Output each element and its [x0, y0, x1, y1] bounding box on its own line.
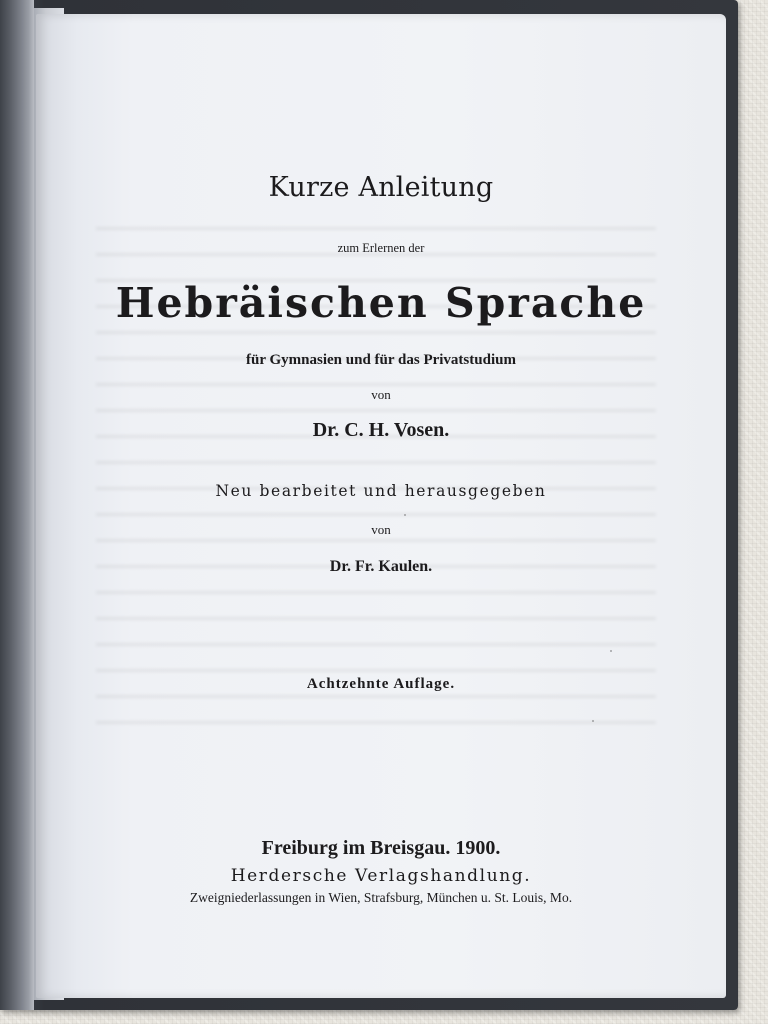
editor-name: Dr. Fr. Kaulen. [329, 558, 433, 575]
paper-speck [592, 720, 594, 722]
paper-speck [610, 650, 612, 652]
page-edges [0, 0, 34, 1010]
von-line-1: von [371, 387, 391, 402]
revised-line: Neu bearbeitet und herausgegeben [215, 482, 547, 500]
branches-line: Zweigniederlassungen in Wien, Strafsburg, München u. St. Louis, Mo. [189, 890, 573, 905]
paper-speck [404, 514, 406, 516]
edition-line: Achtzehnte Auflage. [306, 676, 456, 692]
subtitle: für Gymnasien und für das Privatstudium [246, 352, 516, 368]
title-line: Kurze Anleitung [268, 172, 494, 203]
author-name: Dr. C. H. Vosen. [312, 419, 450, 441]
place-year: Freiburg im Breisgau. 1900. [261, 837, 501, 859]
title-sub-line: zum Erlernen der [337, 241, 425, 255]
von-line-2: von [371, 522, 391, 537]
publisher: Herdersche Verlagshandlung. [230, 866, 532, 886]
main-title: Hebräischen Sprache [115, 279, 647, 327]
title-page [36, 14, 726, 998]
